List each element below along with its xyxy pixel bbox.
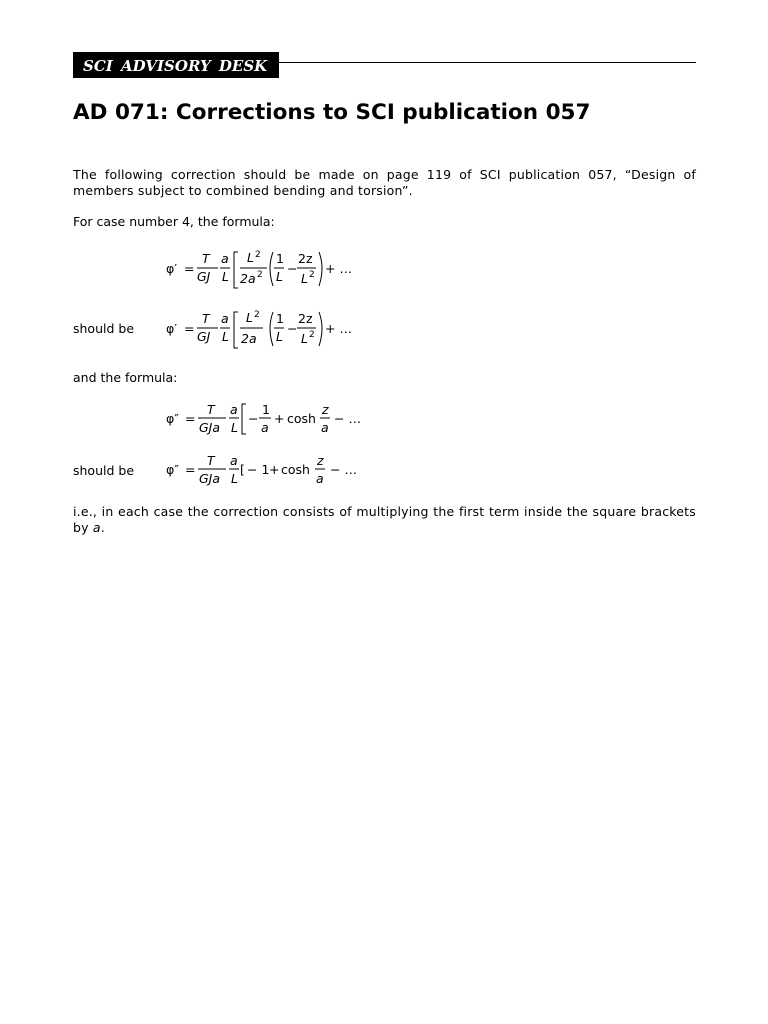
svg-text:=: = <box>185 462 196 477</box>
svg-text:L: L <box>301 271 308 286</box>
svg-text:2z: 2z <box>298 311 313 326</box>
svg-text:1: 1 <box>262 402 270 417</box>
and-formula-line: and the formula: <box>73 370 178 385</box>
svg-text:a: a <box>221 251 229 266</box>
svg-text:1: 1 <box>276 251 284 266</box>
svg-text:L: L <box>276 269 283 284</box>
conclusion-text: i.e., in each case the correction consists of multiplying the first term inside the square brackets by <box>73 504 696 535</box>
svg-text:− …: − … <box>330 462 357 477</box>
formula-original-phi-double-prime <box>160 398 380 440</box>
svg-text:1: 1 <box>276 311 284 326</box>
svg-text:=: = <box>185 411 196 426</box>
svg-text:2: 2 <box>257 270 263 280</box>
svg-text:L: L <box>231 420 238 435</box>
svg-text:2: 2 <box>309 270 315 280</box>
header-label: SCI ADVISORY DESK <box>73 52 279 78</box>
svg-text:[: [ <box>240 462 245 477</box>
svg-text:+: + <box>274 411 285 426</box>
svg-text:φ″: φ″ <box>166 411 179 426</box>
svg-text:L: L <box>276 329 283 344</box>
svg-text:cosh: cosh <box>281 462 310 477</box>
formula-original-phi-prime <box>160 246 380 292</box>
intro-paragraph: The following correction should be made on page 119 of SCI publication 057, “Design of members subject to combined bending and torsion”. <box>73 167 696 198</box>
svg-text:−: − <box>248 411 259 426</box>
svg-text:−: − <box>287 261 298 276</box>
svg-text:GJ: GJ <box>197 329 211 344</box>
svg-text:L: L <box>231 471 238 486</box>
svg-text:+ …: + … <box>325 261 352 276</box>
svg-text:2z: 2z <box>298 251 313 266</box>
advisory-desk-header <box>73 52 696 78</box>
svg-text:a: a <box>321 420 329 435</box>
svg-text:φ′: φ′ <box>166 261 178 276</box>
svg-text:=: = <box>184 321 195 336</box>
page-title: AD 071: Corrections to SCI publication 057 <box>73 100 591 125</box>
svg-text:=: = <box>184 261 195 276</box>
svg-text:T: T <box>202 251 210 266</box>
svg-text:2a: 2a <box>240 271 256 286</box>
svg-text:T: T <box>207 402 215 417</box>
svg-text:GJa: GJa <box>199 420 221 435</box>
svg-text:a: a <box>230 402 238 417</box>
formula-corrected-phi-double-prime <box>160 449 380 491</box>
svg-text:GJa: GJa <box>199 471 221 486</box>
svg-text:L: L <box>301 331 308 346</box>
conclusion-period: . <box>100 520 105 535</box>
svg-text:+ …: + … <box>325 321 352 336</box>
svg-text:2: 2 <box>255 250 261 260</box>
svg-text:a: a <box>261 420 269 435</box>
svg-text:a: a <box>316 471 324 486</box>
should-be-label-2: should be <box>73 463 135 478</box>
svg-text:T: T <box>207 453 215 468</box>
svg-text:a: a <box>221 311 229 326</box>
svg-text:z: z <box>317 453 324 468</box>
svg-text:L: L <box>222 329 229 344</box>
case-line: For case number 4, the formula: <box>73 214 275 229</box>
conclusion-variable: a <box>92 520 101 535</box>
svg-text:−: − <box>287 321 298 336</box>
svg-text:2: 2 <box>254 310 260 320</box>
svg-text:cosh: cosh <box>287 411 316 426</box>
svg-text:φ″: φ″ <box>166 462 179 477</box>
header-rule <box>273 62 696 63</box>
svg-text:2a: 2a <box>241 331 257 346</box>
svg-text:z: z <box>322 402 329 417</box>
svg-text:L: L <box>246 310 253 325</box>
formula-corrected-phi-prime <box>160 306 380 352</box>
svg-text:+: + <box>269 462 280 477</box>
should-be-label-1: should be <box>73 321 135 336</box>
svg-text:L: L <box>222 269 229 284</box>
svg-text:T: T <box>202 311 210 326</box>
svg-text:− 1: − 1 <box>247 462 270 477</box>
svg-text:φ′: φ′ <box>166 321 178 336</box>
svg-text:L: L <box>247 250 254 265</box>
svg-text:GJ: GJ <box>197 269 211 284</box>
conclusion-paragraph <box>73 504 696 536</box>
svg-text:2: 2 <box>309 330 315 340</box>
svg-text:a: a <box>230 453 238 468</box>
svg-text:− …: − … <box>334 411 361 426</box>
